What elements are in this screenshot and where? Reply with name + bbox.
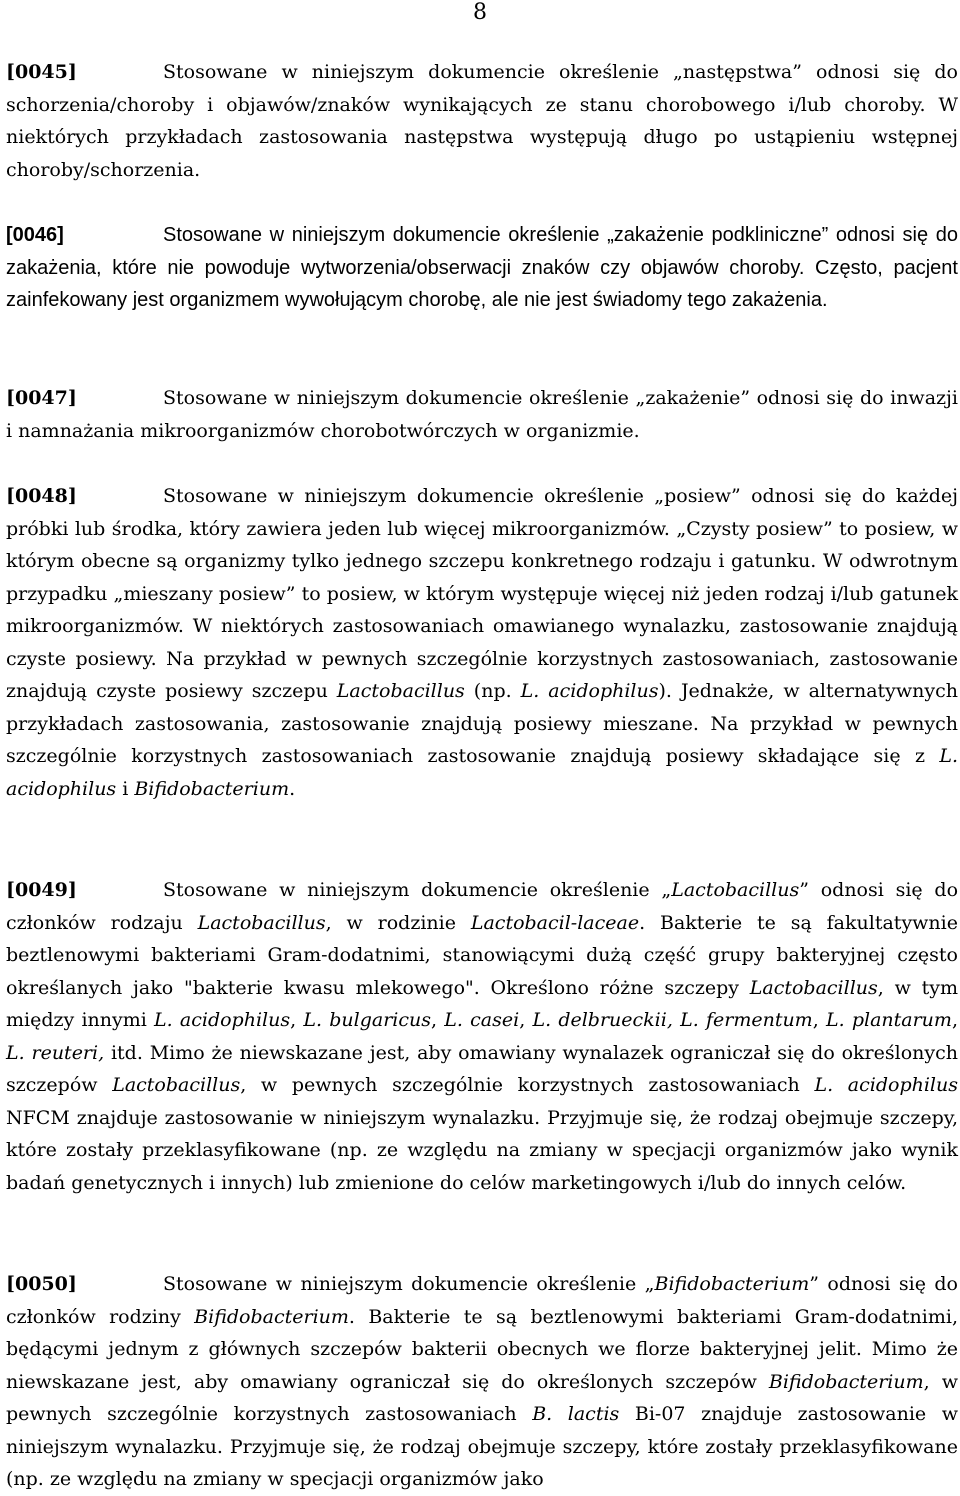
paragraph-0049 (6, 874, 958, 1199)
text-run: i (116, 777, 135, 800)
text-run: , w pewnych szczególnie korzystnych zastosowaniach (240, 1074, 815, 1096)
paragraph-text (6, 485, 958, 800)
text-run: Stosowane w niniejszym dokumencie określenie „zakażenie podkliniczne” odnosi się do zakażenia, które nie powoduje wytworzenia/obserwacji znaków czy objawów choroby. Często, pacjent zainfekowany jest organizmem wywołującym chorobę, ale nie jest świadomy tego zakażenia. (6, 224, 958, 311)
text-run: , (812, 1009, 826, 1031)
italic-term: L. casei (444, 1009, 520, 1031)
text-run: Stosowane w niniejszym dokumencie określenie „ (163, 879, 672, 901)
text-run: Bi-07 znajduje zastosowanie w niniejszym wynalazku. Przyjmuje się, że rodzaj obejmuje szczepy, które zostały przeklasyfikowane (np. ze względu na zmiany w specjacji organizmów jako (6, 1403, 959, 1490)
paragraph-number: [0045] (6, 61, 77, 83)
paragraph-number: [0050] (6, 1273, 77, 1295)
text-run: itd. Mimo że niewskazane jest, aby omawiany wynalazek ograniczał się do określonych szczepów (6, 1041, 958, 1096)
paragraph-text (6, 1273, 958, 1490)
italic-term: L. plantarum (825, 1009, 952, 1031)
italic-term: L. delbrueckii, L. fermentum (532, 1009, 813, 1031)
text-run: , (951, 1009, 958, 1031)
italic-term: L. acidophilus (6, 745, 958, 800)
text-run: , (290, 1009, 304, 1031)
text-run: , w rodzinie (325, 911, 471, 934)
page-number: 8 (473, 0, 487, 25)
text-run: Stosowane w niniejszym dokumencie określenie „następstwa” odnosi się do schorzenia/choroby i objawów/znaków wynikających ze stanu chorobowego i/lub choroby. W niektórych przykładach zastosowania następstwa występują długo po ustąpieniu wstępnej choroby/schorzenia. (6, 61, 958, 181)
paragraph-number: [0048] (6, 485, 77, 507)
italic-term: Lactobacillus (671, 879, 800, 901)
italic-term: Lactobacillus (112, 1074, 241, 1096)
italic-term: Lactobacillus (197, 911, 326, 934)
text-run: ” odnosi się do członków rodziny (6, 1273, 958, 1328)
italic-term: L. acidophilus (520, 680, 659, 702)
paragraph-number: [0046] (6, 224, 64, 246)
text-run: Stosowane w niniejszym dokumencie określenie „ (163, 1273, 655, 1295)
text-run: , w pewnych szczególnie korzystnych zastosowaniach (6, 1370, 958, 1425)
text-run: Stosowane w niniejszym dokumencie określenie „posiew” odnosi się do każdej próbki lub środka, który zawiera jeden lub więcej mikroorganizmów. „Czysty posiew” to posiew, w którym obecne są organizmy tylko jednego szczepu konkretnego rodzaju i gatunku. W odwrotnym przypadku „mieszany posiew” to posiew, w którym występuje więcej niż jeden rodzaj i/lub gatunek mikroorganizmów. W niektórych zastosowaniach omawianego wynalazku, zastosowanie znajdują czyste posiewy. Na przykład w pewnych szczególnie korzystnych zastosowaniach, zastosowanie znajdują czyste posiewy szczepu (6, 485, 958, 702)
italic-term: Bifidobacterium (654, 1273, 810, 1295)
text-run: (np. (464, 680, 521, 702)
paragraph-0045 (6, 56, 958, 186)
paragraph-0048 (6, 480, 958, 805)
italic-term: L. reuteri, (6, 1041, 105, 1064)
text-run: ). Jednakże, w alternatywnych przykładach zastosowania, zastosowanie znajdują posiewy mieszane. Na przykład w pewnych szczególnie korzystnych zastosowaniach zastosowanie znajdują posiewy składające się z (6, 680, 958, 767)
text-run: , (519, 1009, 533, 1031)
italic-term: Bifidobacterium (134, 777, 290, 800)
text-run: . (289, 777, 296, 800)
italic-term: L. acidophilus (814, 1074, 958, 1096)
paragraph-0050 (6, 1268, 958, 1496)
text-run: . Bakterie te są fakultatywnie beztlenowymi bakteriami Gram-dodatnimi, stanowiącymi dużą część grupy bakteryjnej często określanych jako "bakterie kwasu mlekowego". Określono różne szczepy (6, 911, 958, 999)
italic-term: L. bulgaricus (303, 1009, 431, 1031)
paragraph-number: [0049] (6, 879, 77, 901)
italic-term: Lactobacil-laceae (470, 911, 640, 934)
paragraph-0047 (6, 382, 958, 447)
paragraph-text (6, 879, 958, 1194)
italic-term: B. lactis (532, 1403, 620, 1425)
italic-term: Lactobacillus (336, 680, 465, 702)
paragraph-0046 (6, 219, 958, 317)
italic-term: L. acidophilus (154, 1009, 291, 1031)
text-run: ” odnosi się do członków rodzaju (6, 879, 959, 934)
text-run: . Bakterie te są beztlenowymi bakteriami Gram-dodatnimi, będącymi jednym z głównych szczepów bakterii obecnych we florze bakteryjnej jelit. Mimo że niewskazane jest, aby omawiany ograniczał się do określonych szczepów (6, 1305, 958, 1393)
italic-term: Bifidobacterium (194, 1305, 349, 1328)
text-run: NFCM znajduje zastosowanie w niniejszym wynalazku. Przyjmuje się, że rodzaj obejmuje szczepy, które zostały przeklasyfikowane (np. ze względu na zmiany w specjacji organizmów jako wynik badań genetycznych i innych) lub zmienione do celów marketingowych i/lub do innych celów. (6, 1106, 958, 1194)
italic-term: Bifidobacterium (768, 1370, 924, 1393)
text-run: , w tym między innymi (6, 976, 958, 1031)
text-run: Stosowane w niniejszym dokumencie określenie „zakażenie” odnosi się do inwazji i namnażania mikroorganizmów chorobotwórczych w organizmie. (6, 387, 958, 442)
text-run: , (431, 1009, 445, 1031)
paragraph-number: [0047] (6, 387, 77, 409)
italic-term: Lactobacillus (749, 976, 878, 999)
